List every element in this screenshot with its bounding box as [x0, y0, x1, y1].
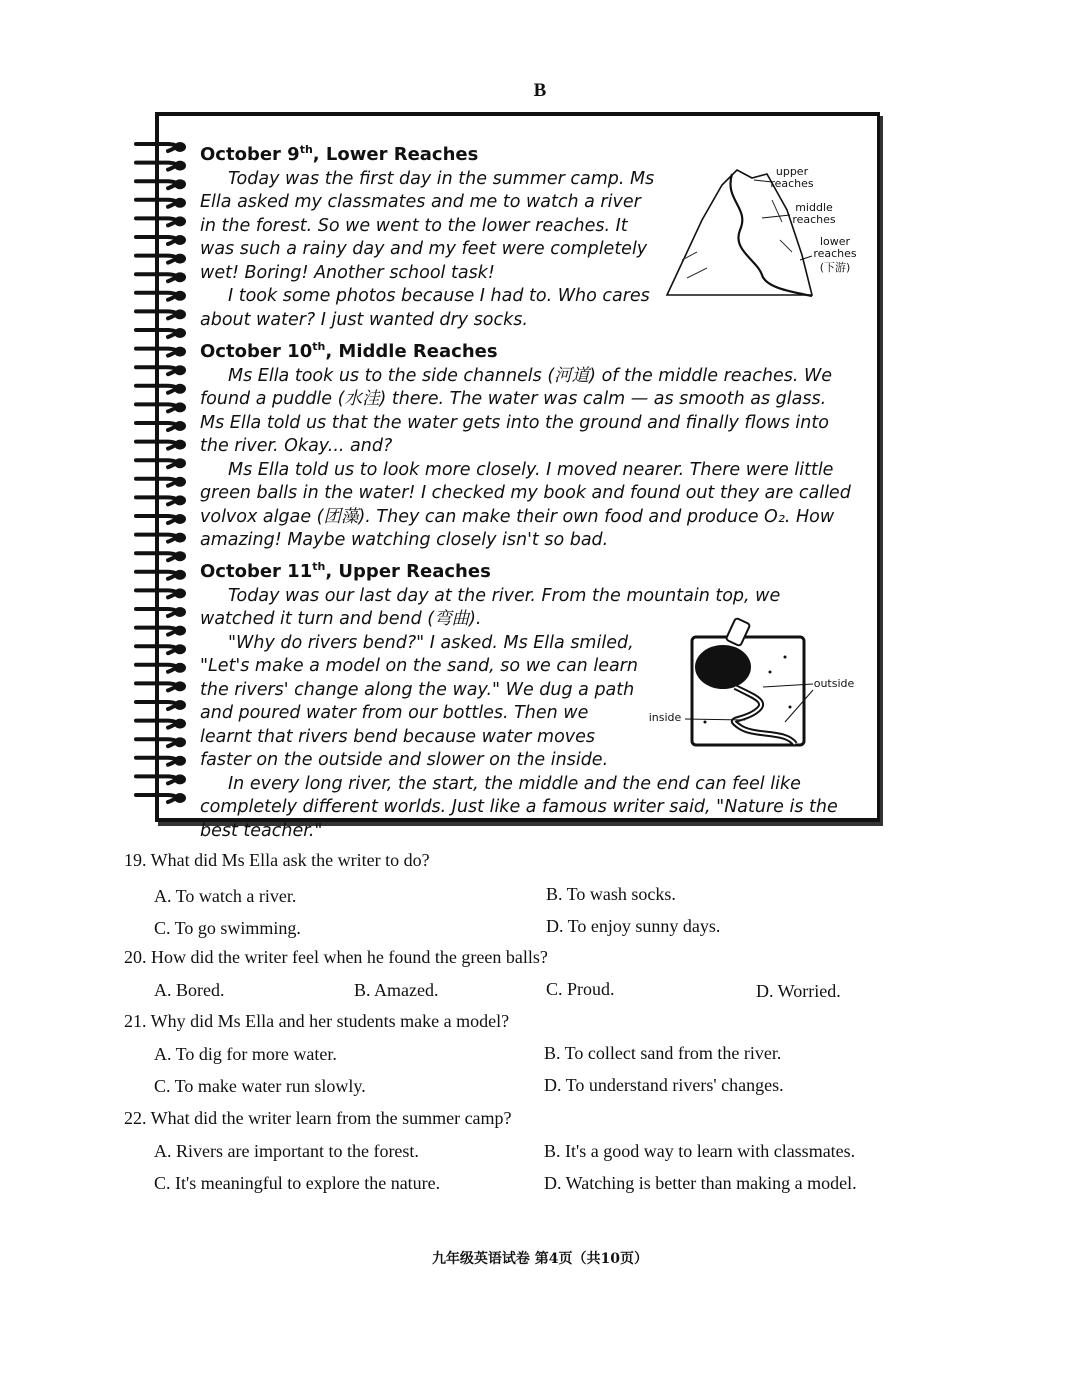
question-list — [124, 850, 904, 1205]
entry-paragraph: Ms Ella took us to the side channels (河道) of the middle reaches. We found a puddle (水洼) there. The water was calm — as smooth as glass. Ms Ella told us that the water gets into the ground and finally flows into the river. Okay... and? — [200, 365, 833, 456]
option-a: A. To watch a river. — [154, 886, 297, 906]
entry-paragraph: I took some photos because I had to. Who cares about water? I just wanted dry socks. — [200, 286, 650, 330]
option-b: B. Amazed. — [354, 980, 439, 1000]
page-footer: 九年级英语试卷 第4页（共10页） — [431, 1251, 649, 1267]
river-model-figure — [645, 612, 860, 752]
question-19 — [124, 850, 904, 947]
entry-paragraph: Today was our last day at the river. From the mountain top, we watched it turn and bend (弯曲). — [200, 585, 781, 629]
entry-paragraph: Today was the first day in the summer camp. Ms Ella asked my classmates and me to watch a river in the forest. So we went to the lower reaches. It was such a rainy day and my feet were completely wet! Boring! Another school task! — [200, 168, 655, 283]
spiral-binding-icon — [132, 136, 192, 816]
inside-label: inside — [648, 711, 682, 724]
outside-label: outside — [813, 677, 855, 690]
mountain-river-icon — [662, 160, 862, 305]
entry-heading: October 10th, Middle Reaches — [200, 340, 498, 362]
option-a: A. To dig for more water. — [154, 1044, 337, 1064]
option-d: D. Worried. — [756, 981, 841, 1001]
question-20 — [124, 947, 904, 1011]
river-reaches-figure — [662, 160, 862, 305]
entry-paragraph: In every long river, the start, the middle and the end can feel like completely different worlds. Just like a famous writer said, "Nature is the best teacher." — [200, 773, 838, 841]
section-label: B — [533, 80, 547, 101]
option-d: D. To understand rivers' changes. — [544, 1075, 784, 1095]
question-text: 22. What did the writer learn from the summer camp? — [124, 1108, 512, 1128]
entry-heading: October 11th, Upper Reaches — [200, 560, 491, 582]
option-b: B. It's a good way to learn with classmates. — [544, 1141, 856, 1161]
option-b: B. To wash socks. — [546, 884, 676, 904]
middle-reaches-label: middle reaches — [792, 201, 836, 226]
question-text: 20. How did the writer feel when he found the green balls? — [124, 947, 548, 967]
question-21 — [124, 1011, 904, 1108]
option-c: C. Proud. — [546, 979, 615, 999]
option-d: D. Watching is better than making a model. — [544, 1173, 857, 1193]
option-c: C. To make water run slowly. — [154, 1076, 366, 1096]
diary-entry-oct10 — [200, 335, 855, 553]
entry-paragraph: Ms Ella told us to look more closely. I moved nearer. There were little green balls in the water! I checked my book and found out they are called volvox algae (团藻). They can make their own food and produce O₂. How amazing! Maybe watching closely isn't so bad. — [200, 459, 851, 550]
question-text: 19. What did Ms Ella ask the writer to do? — [124, 850, 430, 870]
entry-paragraph: "Why do rivers bend?" I asked. Ms Ella smiled, "Let's make a model on the sand, so we can learn the rivers' change along the way." We dug a path and poured water from our bottles. Then we learnt that rivers bend because water moves faster on the outside and slower on the inside. — [200, 632, 638, 770]
option-a: A. Bored. — [154, 980, 225, 1000]
diary-entry-oct9 — [200, 138, 662, 332]
option-b: B. To collect sand from the river. — [544, 1043, 782, 1063]
option-c: C. To go swimming. — [154, 918, 301, 938]
entry-heading: October 9th, Lower Reaches — [200, 143, 479, 165]
upper-reaches-label: upper reaches — [770, 165, 814, 190]
lower-reaches-cn-label: (下游) — [819, 261, 851, 274]
question-text: 21. Why did Ms Ella and her students make a model? — [124, 1011, 510, 1031]
question-22 — [124, 1108, 904, 1205]
option-a: A. Rivers are important to the forest. — [154, 1141, 419, 1161]
option-c: C. It's meaningful to explore the nature. — [154, 1173, 441, 1193]
option-d: D. To enjoy sunny days. — [546, 916, 721, 936]
lower-reaches-label: lower reaches — [813, 235, 857, 260]
